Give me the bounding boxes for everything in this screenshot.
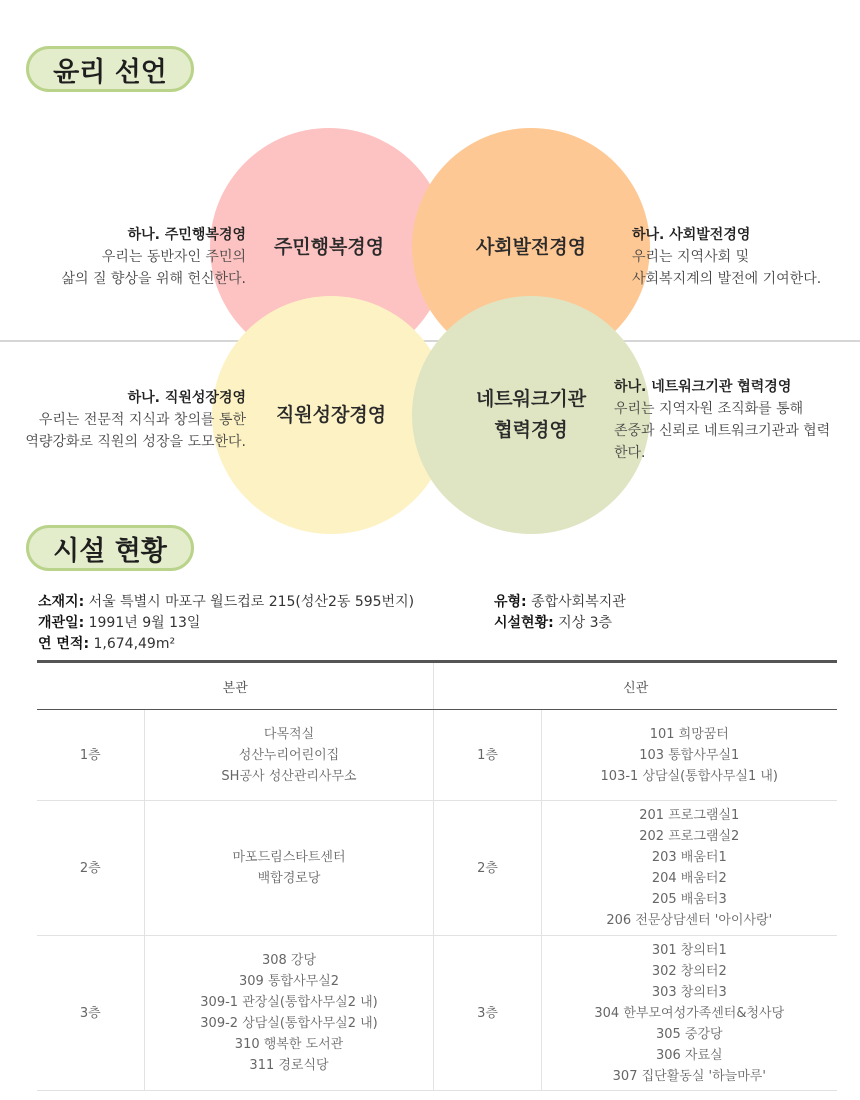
room-item: 307 집단활동실 '하늘마루': [612, 1068, 766, 1084]
room-item: 성산누리어린이집: [238, 747, 340, 763]
room-item: 304 한부모여성가족센터&청사당: [594, 1005, 785, 1021]
declaration-heading: 하나. 직원성장경영: [127, 390, 246, 406]
info-status: 시설현황: 지상 3층: [494, 615, 613, 631]
declaration-line: 우리는 지역자원 조직화를 통해: [614, 401, 804, 417]
table-header-row: [37, 662, 837, 710]
declaration-line: 한다.: [614, 445, 646, 461]
floor-cell: 2층: [37, 801, 144, 936]
declaration-social-development: [632, 224, 821, 290]
room-item: 309 통합사무실2: [239, 974, 340, 989]
facility-info-left: [38, 592, 414, 655]
floor-cell: 3층: [37, 936, 144, 1091]
info-opened: 개관일: 1991년 9월 13일: [38, 615, 201, 631]
circle-label: 주민행복경영: [273, 235, 385, 258]
floor-cell: 2층: [434, 801, 541, 936]
rooms-cell: [144, 710, 434, 801]
room-item: 301 창의터1: [651, 942, 727, 958]
declaration-line: 삶의 질 향상을 위해 헌신한다.: [61, 271, 246, 287]
declaration-line: 우리는 동반자인 주민의: [101, 249, 246, 265]
divider-line: [0, 340, 860, 342]
facility-section-title: [26, 525, 194, 571]
declaration-line: 우리는 전문적 지식과 창의를 통한: [38, 412, 246, 428]
circle-label: 사회발전경영: [475, 235, 587, 258]
room-item: 309-2 상담실(통합사무실2 내): [200, 1016, 378, 1031]
floor-cell: 3층: [434, 936, 541, 1091]
room-item: 205 배움터3: [651, 892, 727, 907]
room-item: 203 배움터1: [651, 850, 727, 865]
room-item: 309-1 관장실(통합사무실2 내): [200, 995, 378, 1010]
floor-cell: 1층: [434, 710, 541, 801]
room-item: 306 자료실: [655, 1047, 723, 1063]
declaration-resident-happiness: [61, 224, 246, 290]
room-item: SH공사 성산관리사무소: [221, 768, 357, 784]
room-item: 103-1 상담실(통합사무실1 내): [600, 768, 779, 784]
room-item: 311 경로식당: [249, 1058, 329, 1073]
circle-label: 협력경영: [494, 419, 568, 441]
rooms-cell: [144, 801, 434, 936]
room-item: 303 창의터3: [651, 984, 727, 1000]
declaration-heading: 하나. 주민행복경영: [127, 227, 246, 243]
room-item: 305 중강당: [655, 1026, 723, 1042]
header-main-building: 본관: [37, 662, 434, 710]
declaration-line: 역량강화로 직원의 성장을 도모한다.: [25, 434, 246, 450]
room-item: 201 프로그램실1: [639, 808, 740, 823]
room-item: 백합경로당: [257, 871, 321, 886]
table-row: [37, 710, 837, 801]
rooms-cell: [541, 801, 837, 936]
ethics-section-title: [26, 46, 194, 92]
circle-label-group: [476, 384, 586, 446]
declaration-staff-growth: [25, 387, 246, 453]
rooms-cell: [144, 936, 434, 1091]
room-item: 다목적실: [263, 726, 315, 742]
header-new-building: 신관: [434, 662, 837, 710]
facility-info-right: [494, 592, 626, 634]
info-area: 연 면적: 1,674,49m²: [38, 636, 176, 652]
table-row: [37, 936, 837, 1091]
circle-label: 직원성장경영: [275, 403, 387, 426]
declaration-heading: 하나. 사회발전경영: [632, 227, 751, 243]
declaration-line: 존중과 신뢰로 네트워크기관과 협력: [614, 423, 831, 439]
facility-title-text: 시설 현황: [53, 535, 167, 567]
rooms-cell: [541, 936, 837, 1091]
info-type: 유형: 종합사회복지관: [494, 594, 626, 610]
declaration-line: 사회복지계의 발전에 기여한다.: [632, 271, 822, 287]
declaration-network-cooperation: [614, 376, 854, 464]
room-item: 308 강당: [261, 953, 317, 968]
declaration-heading: 하나. 네트워크기관 협력경영: [614, 379, 792, 395]
facility-table: [37, 660, 837, 1091]
room-item: 101 희망꿈터: [649, 726, 729, 742]
room-item: 302 창의터2: [651, 963, 727, 979]
room-item: 206 전문상담센터 '아이사랑': [606, 913, 773, 928]
circle-label: 네트워크기관: [475, 388, 587, 410]
ethics-title-text: 윤리 선언: [53, 56, 167, 88]
info-location: 소재지: 서울 특별시 마포구 월드컵로 215(성산2동 595번지): [38, 594, 415, 610]
room-item: 204 배움터2: [651, 871, 727, 886]
room-item: 103 통합사무실1: [639, 747, 740, 763]
room-item: 202 프로그램실2: [639, 829, 740, 844]
room-item: 310 행복한 도서관: [234, 1037, 344, 1052]
floor-cell: 1층: [37, 710, 144, 801]
room-item: 마포드림스타트센터: [232, 850, 346, 865]
table-row: [37, 801, 837, 936]
declaration-line: 우리는 지역사회 및: [632, 249, 750, 265]
rooms-cell: [541, 710, 837, 801]
